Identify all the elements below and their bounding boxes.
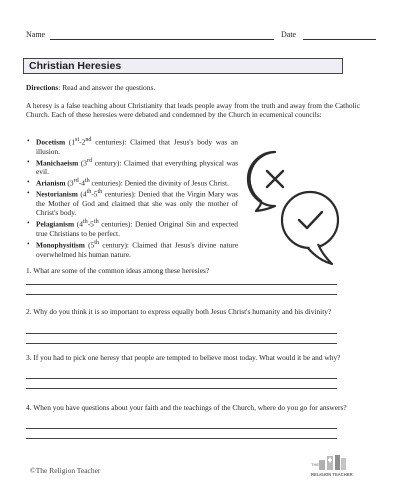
- heresy-description: centuries): Denied that the Virgin Mary was the Mother of God and claimed that she was only the mother of Christ's body.: [36, 189, 238, 218]
- heresy-description: century): Claimed that Jesus's divine nature overwhelmed his human nature.: [36, 240, 238, 259]
- date-field[interactable]: [303, 39, 376, 40]
- ordinal: th: [94, 239, 100, 246]
- heresy-date: (4: [77, 189, 87, 199]
- heresy-date: (4: [74, 219, 83, 229]
- answer-line[interactable]: [26, 294, 337, 295]
- ordinal: rd: [73, 178, 79, 185]
- list-item: [26, 136, 238, 156]
- heresy-name: Monophysitism: [36, 240, 85, 250]
- heresy-date: -4: [78, 178, 85, 188]
- list-item: [26, 188, 238, 217]
- list-item: [26, 177, 238, 188]
- heresy-name: Nestorianism: [36, 189, 78, 199]
- name-label: Name: [26, 30, 46, 39]
- ordinal: th: [97, 189, 103, 196]
- page-title: Christian Heresies: [23, 58, 343, 74]
- answer-line[interactable]: [26, 343, 337, 344]
- heresy-list: [26, 136, 238, 259]
- question-2: 2. Why do you think it is so important to express equally both Jesus Christ's humanity and his divinity?: [26, 307, 332, 316]
- heresy-date: (3: [78, 158, 88, 168]
- answer-line[interactable]: [26, 438, 337, 439]
- heresy-description: centuries): Denied Original Sin and expected true Christians to be perfect.: [36, 219, 238, 239]
- heresy-date: -2: [79, 137, 86, 147]
- ordinal: rd: [87, 157, 93, 164]
- date-label: Date: [281, 30, 297, 39]
- religion-teacher-logo: [297, 454, 353, 480]
- ordinal: th: [93, 219, 99, 226]
- question-4: 4. When you have questions about your faith and the teachings of the Church, where do you go for answers?: [26, 403, 347, 412]
- question-3: 3. If you had to pick one heresy that people are tempted to believe most today. What would it be and why?: [26, 353, 341, 362]
- name-field[interactable]: [50, 39, 274, 40]
- list-item: [26, 218, 238, 238]
- list-item: [26, 239, 238, 259]
- heresy-description: centuries): Denied the divinity of Jesus Christ.: [89, 178, 229, 188]
- answer-line[interactable]: [26, 284, 337, 285]
- heresy-description: century): Claimed that everything physical was evil.: [36, 158, 238, 177]
- answer-line[interactable]: [26, 428, 337, 429]
- logo-text-the: THE: [311, 462, 319, 467]
- heresy-date: (1: [65, 137, 76, 147]
- answer-line[interactable]: [26, 378, 337, 379]
- ordinal: st: [75, 137, 80, 143]
- heresy-date: -5: [87, 219, 94, 229]
- answer-line[interactable]: [26, 333, 337, 334]
- heresy-name: Docetism: [36, 137, 66, 147]
- heresy-date: (3: [65, 178, 74, 188]
- heresy-date: (5: [84, 240, 95, 250]
- heresy-name: Pelagianism: [36, 219, 75, 229]
- heresy-name: Arianism: [36, 178, 66, 188]
- directions: [26, 83, 155, 92]
- ordinal: nd: [85, 137, 92, 143]
- check-speech-bubble-icon: [278, 188, 344, 270]
- copyright-footer: ©The Religion Teacher: [30, 466, 101, 475]
- heresy-description: centuries): Claimed that Jesus's body was an illusion.: [36, 137, 239, 156]
- answer-line[interactable]: [26, 388, 337, 389]
- question-1: 1. What are some of the common ideas among these heresies?: [26, 266, 210, 275]
- ordinal: th: [82, 219, 88, 226]
- heresy-date: -5: [91, 189, 98, 199]
- heresy-name: Manichaeism: [36, 158, 79, 168]
- name-date-header: [26, 30, 376, 42]
- directions-label: Directions: [26, 83, 59, 92]
- directions-text: : Read and answer the questions.: [58, 83, 156, 92]
- ordinal: th: [86, 189, 92, 196]
- intro-paragraph: A heresy is a false teaching about Christianity that leads people away from the truth and away from the Catholic Church. Each of these heresies were debated and condemned by the Church in ecumenical councils:: [26, 101, 360, 120]
- logo-text-name: RELIGION TEACHER: [311, 472, 353, 477]
- list-item: [26, 157, 238, 177]
- ordinal: th: [84, 178, 90, 185]
